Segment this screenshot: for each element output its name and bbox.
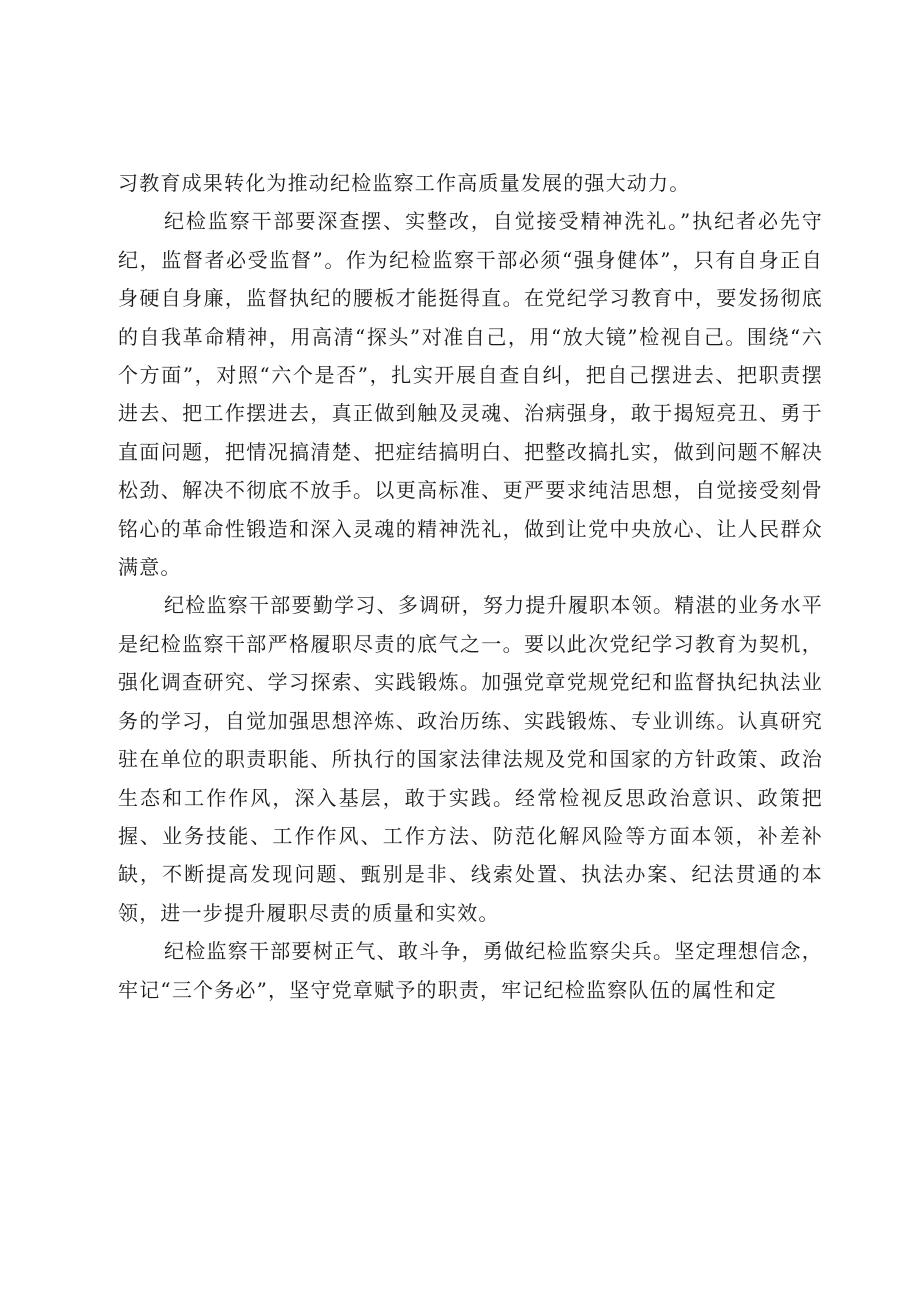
paragraph-study-research: 纪检监察干部要勤学习、多调研，努力提升履职本领。精湛的业务水平是纪检监察干部严格履职尽责的底气之一。要以此次党纪学习教育为契机，强化调查研究、学习探索、实践锻炼。加强党章党规党纪和监督执纪执法业务的学习，自觉加强思想淬炼、政治历练、实践锻炼、专业训练。认真研究驻在单位的职责职能、所执行的国家法律法规及党和国家的方针政策、政治生态和工作作风，深入基层，敢于实践。经常检视反思政治意识、政策把握、业务技能、工作作风、工作方法、防范化解风险等方面本领，补差补缺，不断提高发现问题、甄别是非、线索处置、执法办案、纪法贯通的本领，进一步提升履职尽责的质量和实效。 [118, 593, 823, 925]
body-text [118, 164, 823, 1009]
paragraph-continuation: 习教育成果转化为推动纪检监察工作高质量发展的强大动力。 [118, 171, 691, 195]
paragraph-self-examination: 纪检监察干部要深查摆、实整改，自觉接受精神洗礼。”执纪者必先守纪，监督者必受监督”。作为纪检监察干部必须“强身健体”，只有自身正自身硬自身廉，监督执纪的腰板才能挺得直。在党纪学习教育中，要发扬彻底的自我革命精神，用高清“探头”对准自己，用“放大镜”检视自己。围绕“六个方面”，对照“六个是否”，扎实开展自查自纠，把自己摆进去、把职责摆进去、把工作摆进去，真正做到触及灵魂、治病强身，敢于揭短亮丑、勇于直面问题，把情况搞清楚、把症结搞明白、把整改搞扎实，做到问题不解决松劲、解决不彻底不放手。以更高标准、更严要求纯洁思想，自觉接受刻骨铭心的革命性锻造和深入灵魂的精神洗礼，做到让党中央放心、让人民群众满意。 [118, 209, 823, 580]
paragraph-integrity-struggle: 纪检监察干部要树正气、敢斗争，勇做纪检监察尖兵。坚定理想信念，牢记“三个务必”，坚守党章赋予的职责，牢记纪检监察队伍的属性和定 [118, 939, 823, 1002]
